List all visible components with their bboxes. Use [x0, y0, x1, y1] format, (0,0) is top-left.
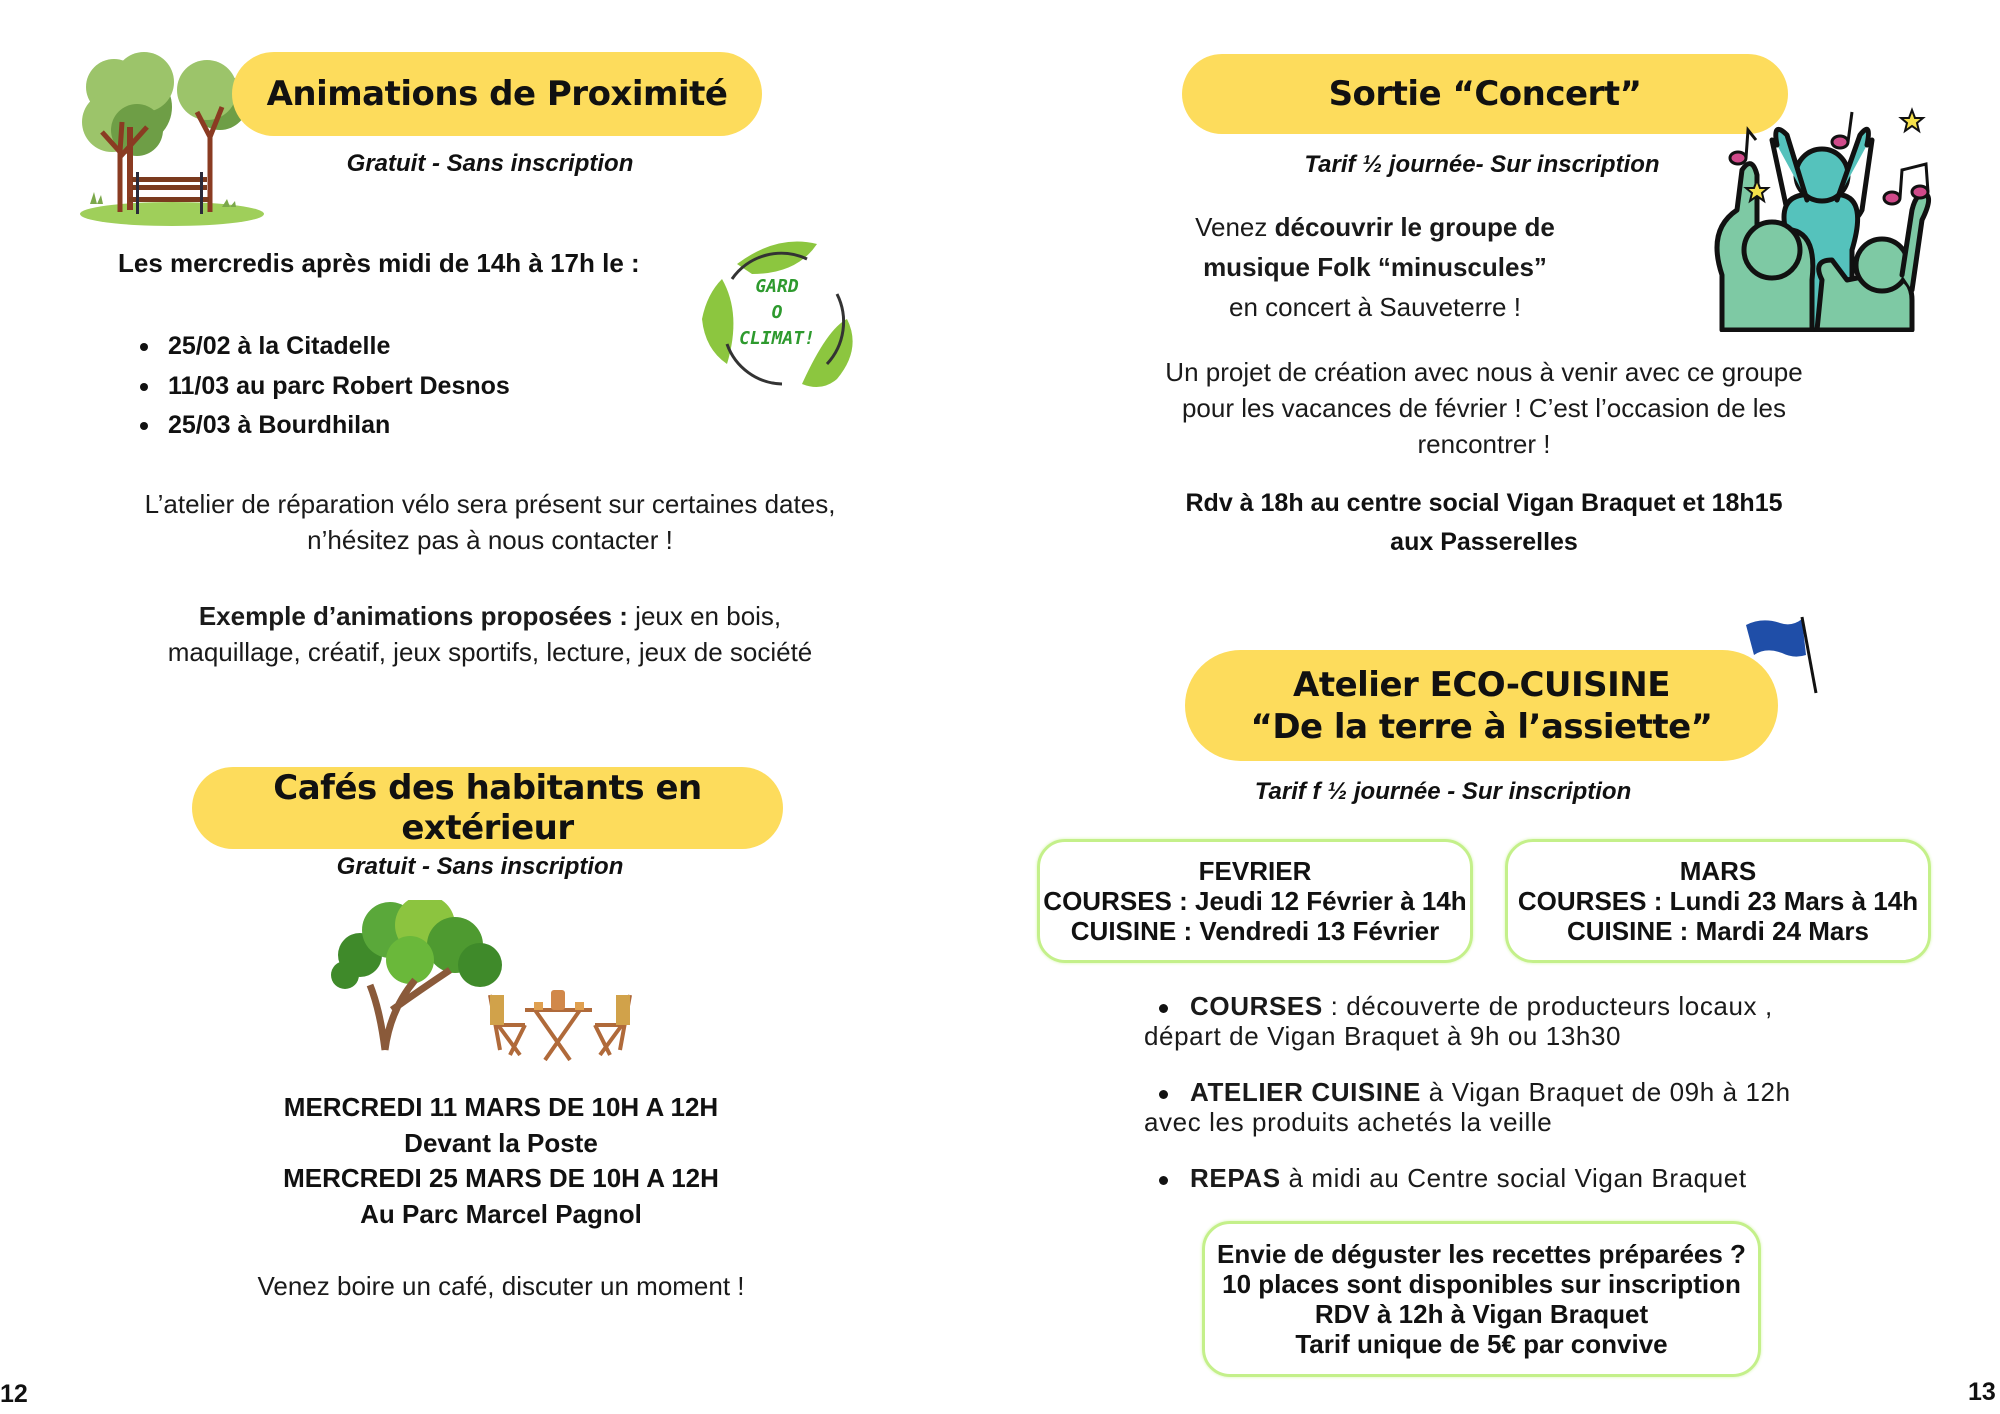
- examples-text: [110, 598, 870, 670]
- examples-label: Exemple d’animations proposées :: [198, 601, 628, 631]
- schedule-line: MERCREDI 25 MARS DE 10H A 12H: [283, 1163, 719, 1194]
- bullet-icon: [140, 343, 148, 351]
- animations-dates-list: [140, 327, 510, 446]
- bullet-rest: : découverte de producteurs locaux ,: [1322, 991, 1773, 1021]
- schedule-line: Devant la Poste: [404, 1127, 598, 1158]
- bullet-icon: [140, 383, 148, 391]
- bike-line-1: L’atelier de réparation vélo sera présent sur certaines dates,: [144, 489, 836, 519]
- concert-line1-pre: Venez: [1195, 212, 1275, 242]
- date-item: [140, 327, 510, 367]
- logo-text-line: GARD: [755, 276, 799, 297]
- animations-title: Animations de Proximité: [266, 74, 728, 114]
- bullet-icon: [1159, 1176, 1168, 1185]
- concert-line2: musique Folk “minuscules”: [1203, 252, 1547, 282]
- concert-people-illustration: [1712, 100, 1940, 332]
- gard-o-climat-logo: [697, 234, 857, 394]
- date-text: 25/02 à la Citadelle: [168, 332, 391, 360]
- mars-box: [1505, 839, 1931, 963]
- fevrier-courses: COURSES : Jeudi 12 Février à 14h: [1043, 886, 1467, 916]
- bullet-bold: ATELIER CUISINE: [1190, 1077, 1421, 1107]
- animations-intro: Les mercredis après midi de 14h à 17h le :: [118, 248, 640, 278]
- concert-rdv: [1186, 484, 1783, 562]
- cafes-schedule: [283, 1090, 719, 1233]
- project-line: pour les vacances de février ! C’est l’occasion de les: [1181, 393, 1787, 423]
- tasting-line: 10 places sont disponibles sur inscription: [1222, 1269, 1741, 1299]
- tasting-line: Tarif unique de 5€ par convive: [1295, 1329, 1668, 1359]
- examples-line1: jeux en bois,: [627, 601, 782, 631]
- page-number-right: 13: [1968, 1378, 1996, 1406]
- bike-repair-text: [110, 486, 870, 558]
- bullet-rest: à Vigan Braquet de 09h à 12h: [1420, 1077, 1791, 1107]
- page-number-left: 12: [0, 1380, 28, 1408]
- logo-text-line: CLIMAT!: [739, 328, 815, 349]
- bullet-bold: REPAS: [1190, 1163, 1281, 1193]
- bullet-cont: départ de Vigan Braquet à 9h ou 13h30: [1144, 1021, 1622, 1051]
- examples-line2: maquillage, créatif, jeux sportifs, lecture, jeux de société: [167, 637, 813, 667]
- cafes-title-pill: [192, 767, 783, 849]
- date-item: [140, 406, 510, 446]
- bullet-icon: [1159, 1004, 1168, 1013]
- schedule-line: Au Parc Marcel Pagnol: [360, 1199, 642, 1230]
- eco-title-pill: [1185, 650, 1778, 761]
- tasting-line: RDV à 12h à Vigan Braquet: [1314, 1299, 1649, 1329]
- concert-description: [1195, 207, 1555, 327]
- project-line: rencontrer !: [1417, 429, 1551, 459]
- tasting-line: Envie de déguster les recettes préparées ?: [1217, 1239, 1746, 1269]
- rdv-line: aux Passerelles: [1390, 528, 1578, 556]
- animations-subtitle: Gratuit - Sans inscription: [346, 150, 634, 177]
- cafes-invite: Venez boire un café, discuter un moment !: [257, 1271, 745, 1301]
- bullet-icon: [140, 422, 148, 430]
- concert-subtitle: Tarif ½ journée- Sur inscription: [1304, 151, 1660, 178]
- concert-line1-bold: découvrir le groupe de: [1274, 212, 1555, 242]
- fevrier-box: [1037, 839, 1473, 963]
- eco-bullet-atelier: [1144, 1077, 1791, 1137]
- date-item: [140, 367, 510, 407]
- bullet-rest: à midi au Centre social Vigan Braquet: [1280, 1163, 1747, 1193]
- cafes-title: Cafés des habitants en extérieur: [273, 768, 702, 848]
- concert-project: [1124, 354, 1844, 462]
- date-text: 25/03 à Bourdhilan: [168, 411, 391, 439]
- cafe-tree-table-illustration: [330, 900, 640, 1062]
- animations-title-pill: [232, 52, 762, 136]
- bullet-icon: [1159, 1090, 1168, 1099]
- bullet-cont: avec les produits achetés la veille: [1144, 1107, 1553, 1137]
- fevrier-cuisine: CUISINE : Vendredi 13 Février: [1070, 916, 1440, 946]
- bike-line-2: n’hésitez pas à nous contacter !: [307, 525, 673, 555]
- cafes-subtitle: Gratuit - Sans inscription: [336, 853, 624, 880]
- project-line: Un projet de création avec nous à venir avec ce groupe: [1165, 357, 1803, 387]
- date-text: 11/03 au parc Robert Desnos: [168, 371, 510, 400]
- eco-bullet-repas: [1144, 1163, 1747, 1193]
- mars-courses: COURSES : Lundi 23 Mars à 14h: [1517, 886, 1919, 916]
- mars-month: MARS: [1679, 856, 1757, 886]
- schedule-line: MERCREDI 11 MARS DE 10H A 12H: [283, 1092, 719, 1122]
- logo-text-line: O: [771, 302, 783, 323]
- eco-title-line1: Atelier ECO-CUISINE: [1293, 664, 1670, 705]
- concert-line3: en concert à Sauveterre !: [1229, 292, 1521, 322]
- fevrier-month: FEVRIER: [1198, 856, 1312, 886]
- concert-title: Sortie “Concert”: [1328, 74, 1642, 114]
- rdv-line: Rdv à 18h au centre social Vigan Braquet et 18h15: [1185, 489, 1783, 517]
- tasting-box: [1202, 1221, 1761, 1377]
- eco-bullet-courses: [1144, 991, 1773, 1051]
- blue-flag-icon: [1742, 615, 1818, 695]
- mars-cuisine: CUISINE : Mardi 24 Mars: [1567, 916, 1869, 946]
- eco-title-line2: “De la terre à l’assiette”: [1250, 706, 1713, 747]
- bullet-bold: COURSES: [1190, 991, 1323, 1021]
- concert-title-pill: [1182, 54, 1788, 134]
- eco-subtitle: Tarif f ½ journée - Sur inscription: [1254, 778, 1632, 805]
